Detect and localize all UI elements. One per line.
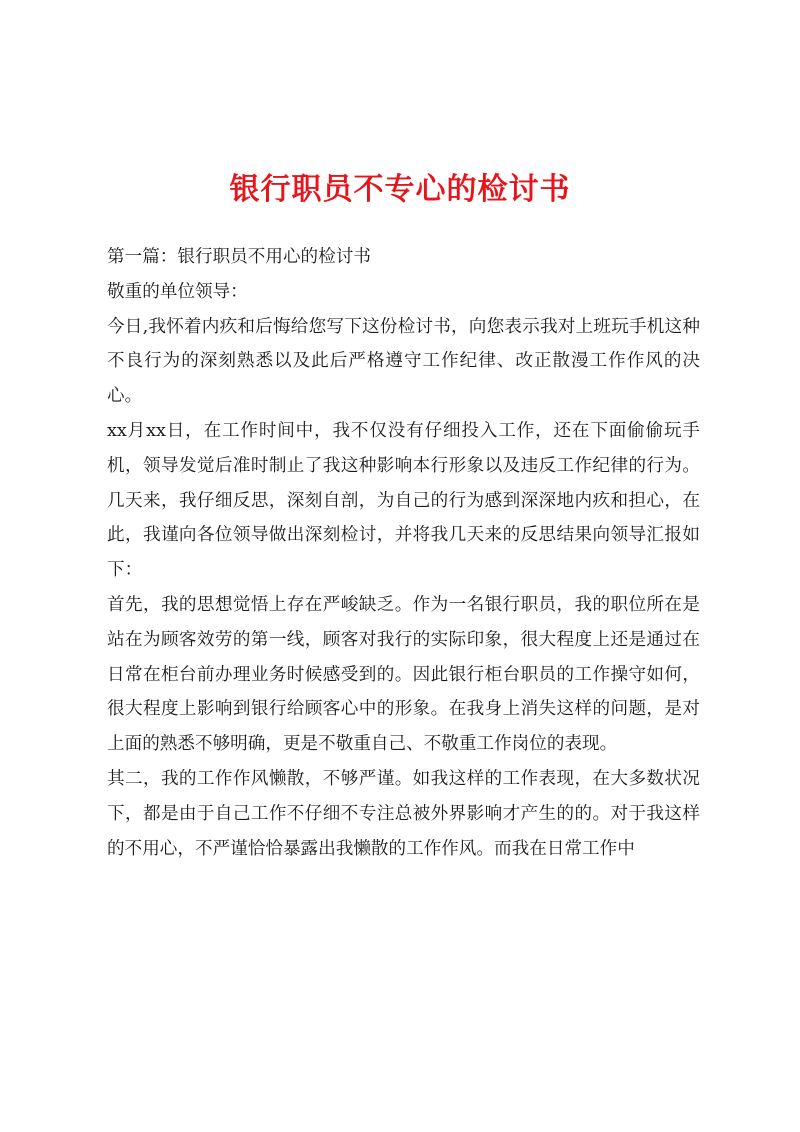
- paragraph-4: 其二，我的工作作风懒散，不够严谨。如我这样的工作表现，在大多数状况下，都是由于自己工作不仔细不专注总被外界影响才产生的的。对于我这样的不用心，不严谨恰恰暴露出我懒散的工作作风。而我在日常工作中: [107, 768, 700, 859]
- paragraph-1: 今日,我怀着内疚和后悔给您写下这份检讨书，向您表示我对上班玩手机这种不良行为的深刻熟悉以及此后严格遵守工作纪律、改正散漫工作作风的决心。: [107, 316, 700, 407]
- section-heading: 第一篇：银行职员不用心的检讨书: [107, 247, 371, 267]
- document-title: 银行职员不专心的检讨书: [229, 172, 571, 207]
- paragraph-2: xx月xx日，在工作时间中，我不仅没有仔细投入工作，还在下面偷偷玩手机，领导发觉后准时制止了我这种影响本行形象以及违反工作纪律的行为。几天来，我仔细反思，深刻自剖，为自己的行为感到深深地内疚和担心，在此，我谨向各位领导做出深刻检讨，并将我几天来的反思结果向领导汇报如下：: [107, 420, 700, 581]
- paragraph-3: 首先，我的思想觉悟上存在严峻缺乏。作为一名银行职员，我的职位所在是站在为顾客效劳的第一线，顾客对我行的实际印象，很大程度上还是通过在日常在柜台前办理业务时候感受到的。因此银行柜台职员的工作操守如何，很大程度上影响到银行给顾客心中的形象。在我身上消失这样的问题，是对上面的熟悉不够明确，更是不敬重自己、不敬重工作岗位的表现。: [107, 594, 700, 755]
- document-body: [107, 240, 700, 866]
- salutation: 敬重的单位领导：: [107, 281, 248, 302]
